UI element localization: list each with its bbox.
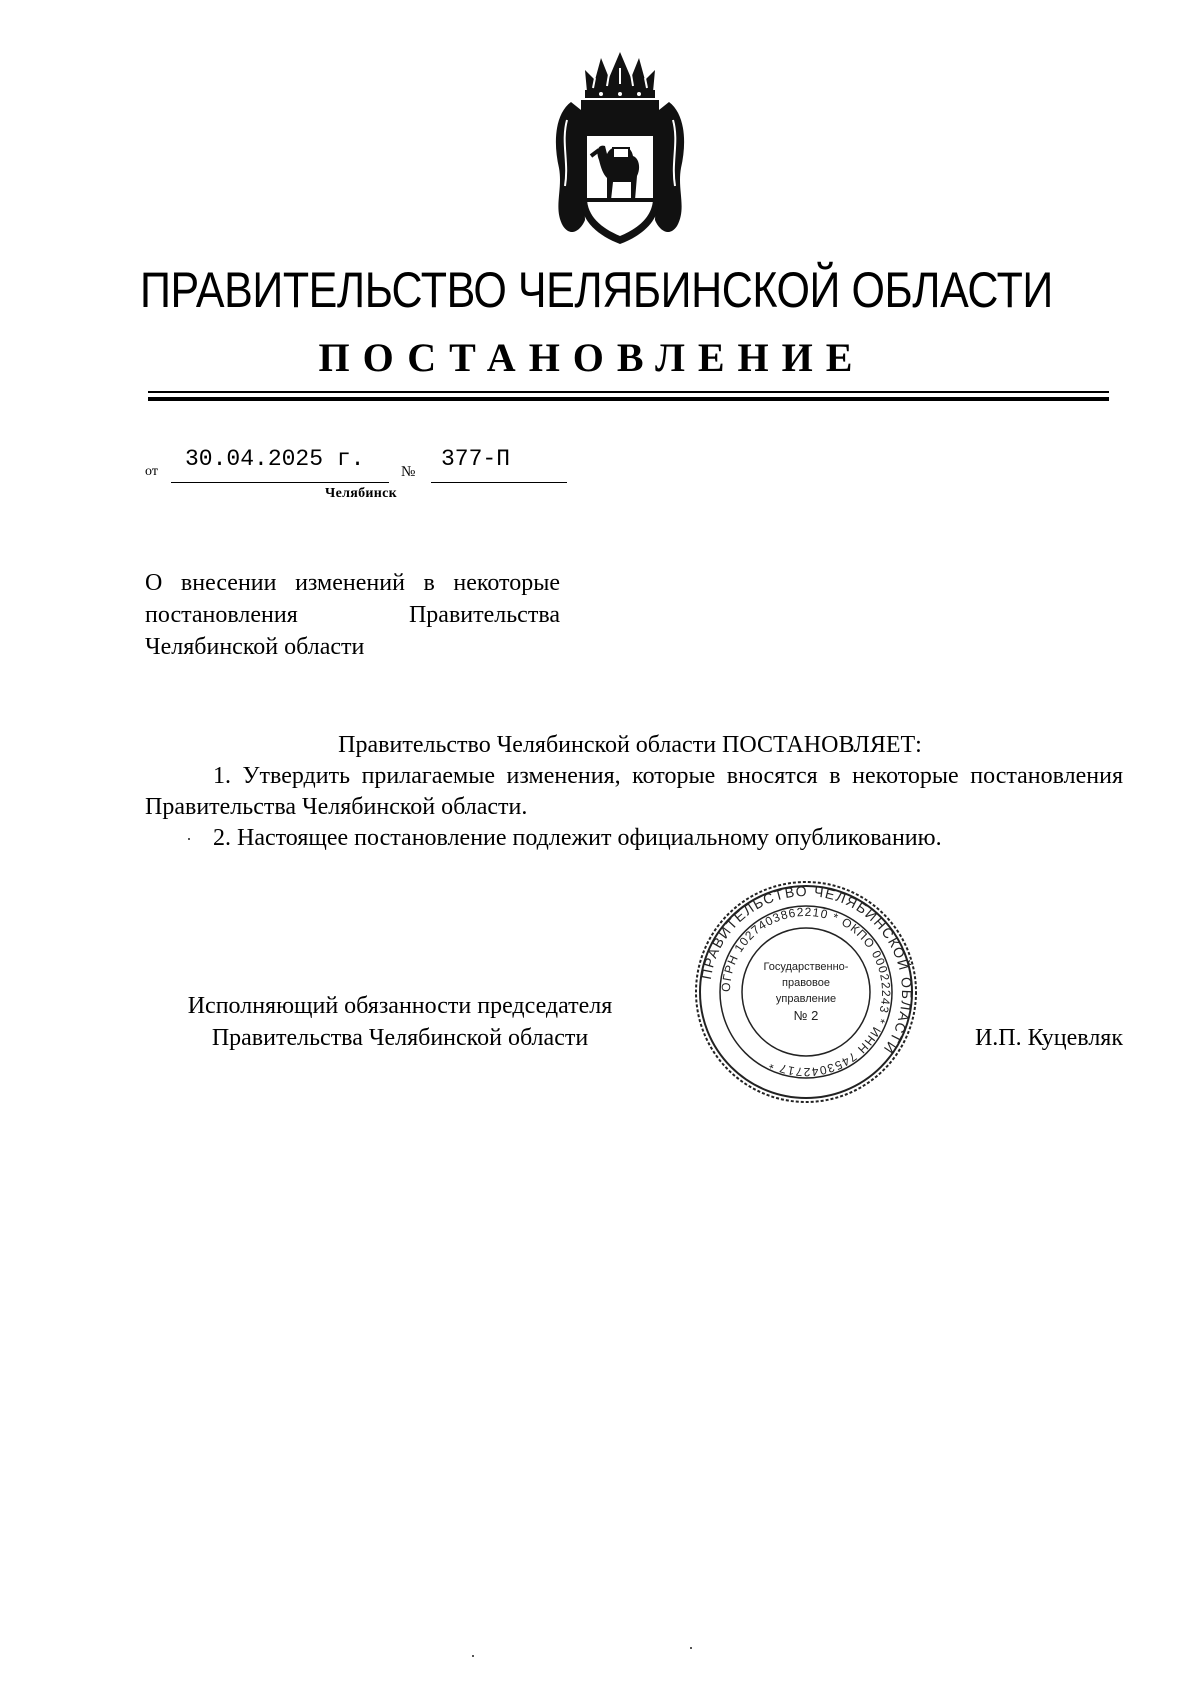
- scan-speck: [690, 1647, 692, 1649]
- stamp-ring-text: ОГРН 1027403862210 * ОКПО 00022243 * ИНН 7453042717 *: [718, 904, 894, 1080]
- document-subject: О внесении изменений в некоторые постановления Правительства Челябинской области: [145, 570, 560, 660]
- signer-position: [145, 990, 655, 1054]
- document-number: 377-П: [441, 446, 511, 472]
- signer-position-line-1: Исполняющий обязанности председателя: [187, 993, 613, 1019]
- header-divider: [148, 391, 1109, 401]
- crown-icon: [585, 52, 655, 98]
- scan-speck: [472, 1655, 474, 1657]
- body-item-1: 1. Утвердить прилагаемые изменения, которые вносятся в некоторые постановления Правительства Челябинской области.: [145, 763, 1123, 820]
- body-item-2: 2. Настоящее постановление подлежит официальному опубликованию.: [213, 825, 942, 851]
- document-date: 30.04.2025 г.: [185, 446, 365, 472]
- doc-type-title: ПОСТАНОВЛЕНИЕ: [318, 335, 866, 380]
- city-name: Челябинск: [325, 486, 398, 501]
- number-underline: [431, 482, 567, 483]
- signer-position-line-2: Правительства Челябинской области: [211, 1025, 589, 1051]
- stamp-center-line-4: № 2: [793, 1008, 819, 1023]
- preamble: Правительство Челябинской области ПОСТАНОВЛЯЕТ:: [338, 732, 922, 758]
- date-underline: [171, 482, 389, 483]
- stamp-center-line-2: правовое: [782, 977, 830, 989]
- coat-of-arms-emblem: [551, 50, 689, 248]
- scan-speck: [188, 838, 190, 840]
- date-label: от: [145, 464, 158, 479]
- org-title: ПРАВИТЕЛЬСТВО ЧЕЛЯБИНСКОЙ ОБЛАСТИ: [140, 262, 1053, 318]
- number-label: №: [401, 464, 416, 480]
- stamp-center-line-1: Государственно-: [763, 961, 849, 973]
- signer-name: И.П. Куцевляк: [974, 1025, 1123, 1051]
- signature-block: [145, 990, 1123, 1090]
- document-body: [145, 730, 1123, 854]
- stamp-outer-text: ПРАВИТЕЛЬСТВО ЧЕЛЯБИНСКОЙ ОБЛАСТИ: [697, 882, 916, 1058]
- official-stamp-icon: [694, 880, 918, 1104]
- document-meta: [145, 446, 565, 506]
- stamp-center-line-3: управление: [775, 993, 837, 1005]
